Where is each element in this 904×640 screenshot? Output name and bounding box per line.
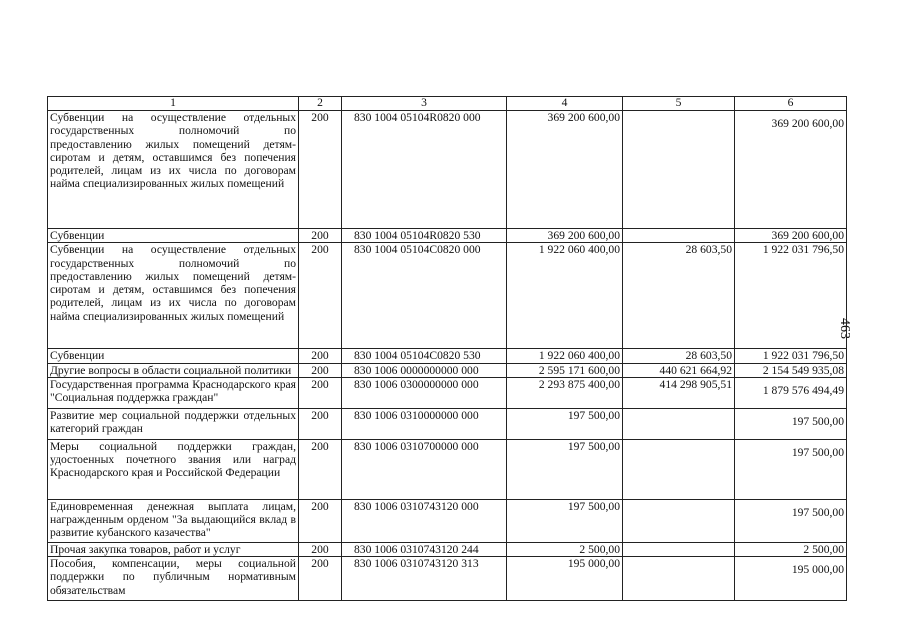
row-col4: 2 595 171 600,00 — [507, 363, 623, 377]
row-col6: 369 200 600,00 — [735, 111, 847, 229]
row-kbk: 830 1004 05104C0820 000 — [342, 243, 507, 349]
header-col-3: 3 — [342, 97, 507, 111]
row-code: 200 — [299, 557, 342, 601]
row-col6: 369 200 600,00 — [735, 229, 847, 243]
row-col4: 369 200 600,00 — [507, 111, 623, 229]
row-kbk: 830 1004 05104C0820 530 — [342, 349, 507, 363]
row-col6: 2 154 549 935,08 — [735, 363, 847, 377]
row-col5: 414 298 905,51 — [623, 377, 735, 408]
row-kbk: 830 1006 0310743120 244 — [342, 542, 507, 556]
row-name: Государственная программа Краснодарского края "Социальная поддержка граждан" — [48, 377, 299, 408]
row-code: 200 — [299, 439, 342, 499]
row-kbk: 830 1006 0310743120 313 — [342, 557, 507, 601]
row-col4: 197 500,00 — [507, 408, 623, 439]
row-col5: 28 603,50 — [623, 349, 735, 363]
row-col6: 197 500,00 — [735, 408, 847, 439]
table-row — [48, 499, 847, 542]
table-row — [48, 439, 847, 499]
row-col6: 197 500,00 — [735, 439, 847, 499]
row-col6: 2 500,00 — [735, 542, 847, 556]
table-row — [48, 408, 847, 439]
row-col5 — [623, 439, 735, 499]
row-name: Субвенции — [48, 229, 299, 243]
table-row — [48, 377, 847, 408]
row-code: 200 — [299, 499, 342, 542]
header-col-1: 1 — [48, 97, 299, 111]
table-row — [48, 363, 847, 377]
row-name: Развитие мер социальной поддержки отдельных категорий граждан — [48, 408, 299, 439]
row-col5 — [623, 229, 735, 243]
header-col-2: 2 — [299, 97, 342, 111]
row-code: 200 — [299, 377, 342, 408]
row-col6: 197 500,00 — [735, 499, 847, 542]
row-col5: 28 603,50 — [623, 243, 735, 349]
row-col6: 1 922 031 796,50 — [735, 243, 847, 349]
row-name: Меры социальной поддержки граждан, удостоенных почетного звания или наград Краснодарского края и Российской Федерации — [48, 439, 299, 499]
row-col4: 369 200 600,00 — [507, 229, 623, 243]
row-code: 200 — [299, 408, 342, 439]
row-code: 200 — [299, 363, 342, 377]
row-kbk: 830 1004 05104R0820 530 — [342, 229, 507, 243]
row-col6: 1 922 031 796,50 — [735, 349, 847, 363]
row-col4: 2 500,00 — [507, 542, 623, 556]
row-col5 — [623, 542, 735, 556]
table-row — [48, 542, 847, 556]
row-col4: 1 922 060 400,00 — [507, 243, 623, 349]
row-col4: 2 293 875 400,00 — [507, 377, 623, 408]
row-name: Субвенции — [48, 349, 299, 363]
row-kbk: 830 1006 0310000000 000 — [342, 408, 507, 439]
row-kbk: 830 1004 05104R0820 000 — [342, 111, 507, 229]
row-col5 — [623, 111, 735, 229]
row-code: 200 — [299, 229, 342, 243]
header-row — [48, 97, 847, 111]
row-name: Прочая закупка товаров, работ и услуг — [48, 542, 299, 556]
header-col-4: 4 — [507, 97, 623, 111]
row-col5 — [623, 408, 735, 439]
row-name: Пособия, компенсации, меры социальной поддержки по публичным нормативным обязательствам — [48, 557, 299, 601]
header-col-6: 6 — [735, 97, 847, 111]
page-number: 463 — [837, 318, 852, 339]
row-name: Субвенции на осуществление отдельных государственных полномочий по предоставлению жилых помещений детям-сиротам и детям, оставшимся без попечения родителей, лицам из их числа по договорам найма специализированных жилых помещений — [48, 243, 299, 349]
row-col5 — [623, 499, 735, 542]
row-col4: 195 000,00 — [507, 557, 623, 601]
row-name: Единовременная денежная выплата лицам, награжденным орденом "За выдающийся вклад в развитие кубанского казачества" — [48, 499, 299, 542]
row-col4: 197 500,00 — [507, 499, 623, 542]
row-kbk: 830 1006 0310700000 000 — [342, 439, 507, 499]
row-kbk: 830 1006 0000000000 000 — [342, 363, 507, 377]
row-code: 200 — [299, 243, 342, 349]
table-row — [48, 557, 847, 601]
table-row — [48, 349, 847, 363]
table-row — [48, 111, 847, 229]
table-row — [48, 243, 847, 349]
row-code: 200 — [299, 542, 342, 556]
row-col4: 1 922 060 400,00 — [507, 349, 623, 363]
row-kbk: 830 1006 0310743120 000 — [342, 499, 507, 542]
row-col6: 195 000,00 — [735, 557, 847, 601]
row-name: Субвенции на осуществление отдельных государственных полномочий по предоставлению жилых помещений детям-сиротам и детям, оставшимся без попечения родителей, лицам из их числа по договорам найма специализированных жилых помещений — [48, 111, 299, 229]
row-col5 — [623, 557, 735, 601]
row-col6: 1 879 576 494,49 — [735, 377, 847, 408]
row-kbk: 830 1006 0300000000 000 — [342, 377, 507, 408]
row-col5: 440 621 664,92 — [623, 363, 735, 377]
table-row — [48, 229, 847, 243]
header-col-5: 5 — [623, 97, 735, 111]
row-code: 200 — [299, 349, 342, 363]
budget-table — [47, 96, 847, 601]
row-name: Другие вопросы в области социальной политики — [48, 363, 299, 377]
row-code: 200 — [299, 111, 342, 229]
row-col4: 197 500,00 — [507, 439, 623, 499]
